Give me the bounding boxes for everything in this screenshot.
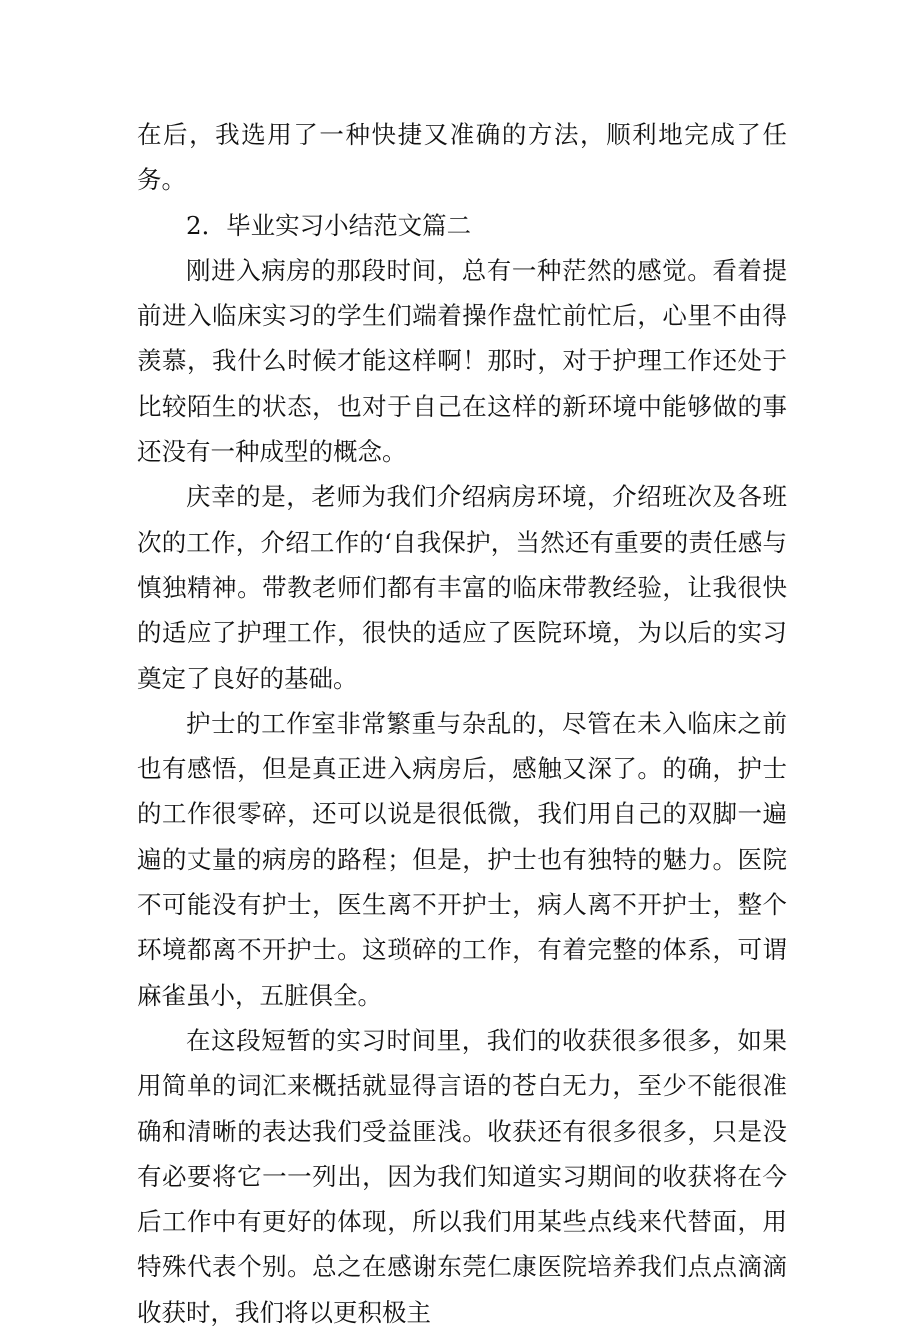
section-heading: 2．毕业实习小结范文篇二	[186, 210, 472, 240]
document-body	[137, 112, 787, 1335]
paragraph: 在这段短暂的实习时间里，我们的收获很多很多，如果用简单的词汇来概括就显得言语的苍白无力，至少不能很准确和清晰的表达我们受益匪浅。收获还有很多很多，只是没有必要将它一一列出，因为我们知道实习期间的收获将在今后工作中有更好的体现，所以我们用某些点线来代替面，用特殊代表个别。总之在感谢东莞仁康医院培养我们点点滴滴收获时，我们将以更积极主	[137, 1025, 787, 1327]
paragraph: 庆幸的是，老师为我们介绍病房环境，介绍班次及各班次的工作，介绍工作的‘自我保护，当然还有重要的责任感与慎独精神。带教老师们都有丰富的临床带教经验，让我很快的适应了护理工作，很快的适应了医院环境，为以后的实习奠定了良好的基础。	[137, 482, 787, 693]
paragraph-continuation: 在后，我选用了一种快捷又准确的方法，顺利地完成了任务。	[137, 120, 787, 195]
paragraph: 护士的工作室非常繁重与杂乱的，尽管在未入临床之前也有感悟，但是真正进入病房后，感触又深了。的确，护士的工作很零碎，还可以说是很低微，我们用自己的双脚一遍遍的丈量的病房的路程；但是，护士也有独特的魅力。医院不可能没有护士，医生离不开护士，病人离不开护士，整个环境都离不开护士。这琐碎的工作，有着完整的体系，可谓麻雀虽小，五脏俱全。	[137, 708, 787, 1010]
paragraph: 刚进入病房的那段时间，总有一种茫然的感觉。看着提前进入临床实习的学生们端着操作盘忙前忙后，心里不由得羡慕，我什么时候才能这样啊！那时，对于护理工作还处于比较陌生的状态，也对于自己在这样的新环境中能够做的事还没有一种成型的概念。	[137, 255, 787, 467]
